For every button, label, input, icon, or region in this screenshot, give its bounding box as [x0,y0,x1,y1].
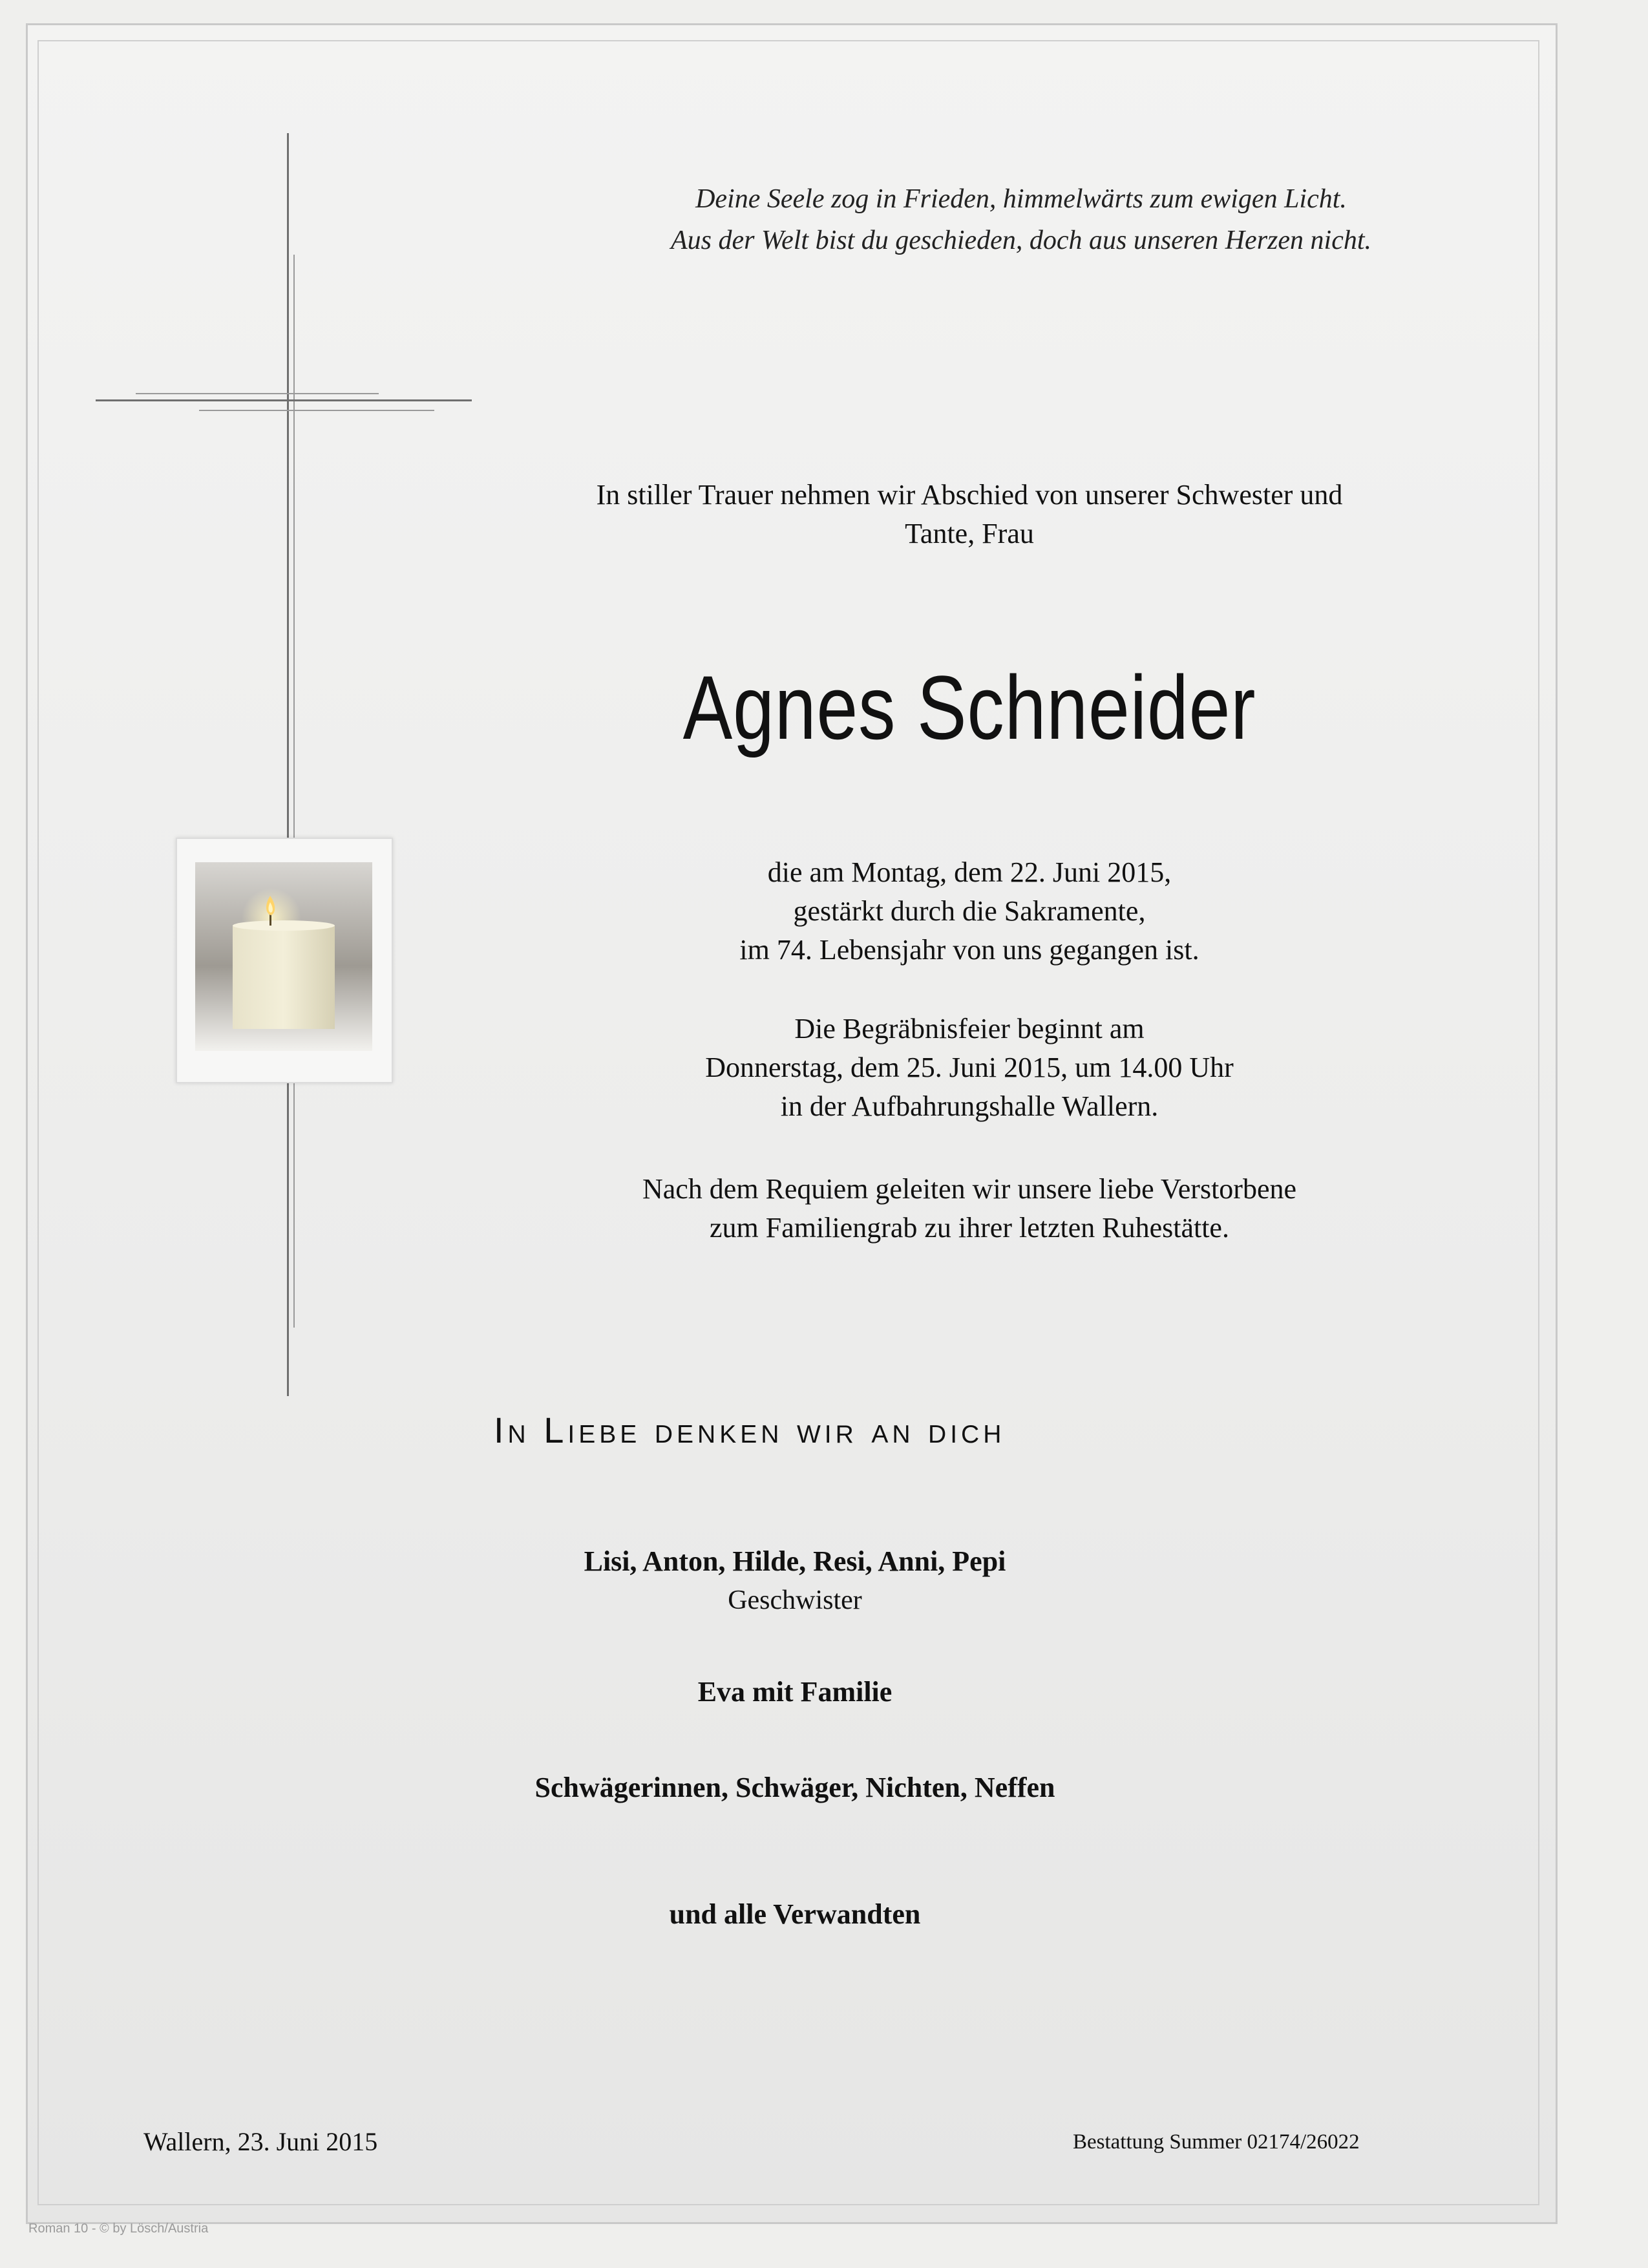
requiem-info [452,1170,1486,1247]
death-info-line-3: im 74. Lebensjahr von uns gegangen ist. [739,934,1199,966]
requiem-info-line-2: zum Familiengrab zu ihrer letzten Ruhestätte. [710,1212,1229,1244]
intro-line-2: Tante, Frau [905,518,1034,549]
death-info-line-1: die am Montag, dem 22. Juni 2015, [767,856,1172,888]
place-date: Wallern, 23. Juni 2015 [143,2127,378,2156]
mourners-group-2: Eva mit Familie [697,1676,893,1708]
funeral-info-line-1: Die Begräbnisfeier beginnt am [794,1013,1145,1044]
mourners-group-4: und alle Verwandten [669,1898,921,1930]
siblings-label: Geschwister [728,1585,862,1615]
deceased-name: Agnes Schneider [682,657,1256,758]
death-info [452,853,1486,970]
requiem-info-line-1: Nach dem Requiem geleiten wir unsere liebe Verstorbene [642,1173,1297,1205]
verse-line-1: Deine Seele zog in Frieden, himmelwärts zum ewigen Licht. [695,184,1347,214]
verse-line-2: Aus der Welt bist du geschieden, doch aus unseren Herzen nicht. [670,226,1372,255]
candle-image [176,838,393,1083]
death-info-line-2: gestärkt durch die Sakramente, [793,895,1146,927]
funeral-info [452,1010,1486,1126]
undertaker: Bestattung Summer 02174/26022 [1073,2130,1360,2154]
verse [452,178,1590,261]
intro-line-1: In stiller Trauer nehmen wir Abschied von unserer Schwester und [596,479,1343,511]
mourners-group-3: Schwägerinnen, Schwäger, Nichten, Neffen [534,1772,1055,1803]
remembrance-heading: In Liebe denken wir an dich [494,1410,1006,1450]
print-credit: Roman 10 - © by Lösch/Austria [28,2221,209,2236]
siblings-names: Lisi, Anton, Hilde, Resi, Anni, Pepi [584,1545,1006,1577]
mourners-siblings [278,1542,1312,1620]
funeral-info-line-2: Donnerstag, dem 25. Juni 2015, um 14.00 Uhr [705,1052,1234,1083]
intro-text [452,476,1486,553]
funeral-info-line-3: in der Aufbahrungshalle Wallern. [780,1090,1159,1122]
